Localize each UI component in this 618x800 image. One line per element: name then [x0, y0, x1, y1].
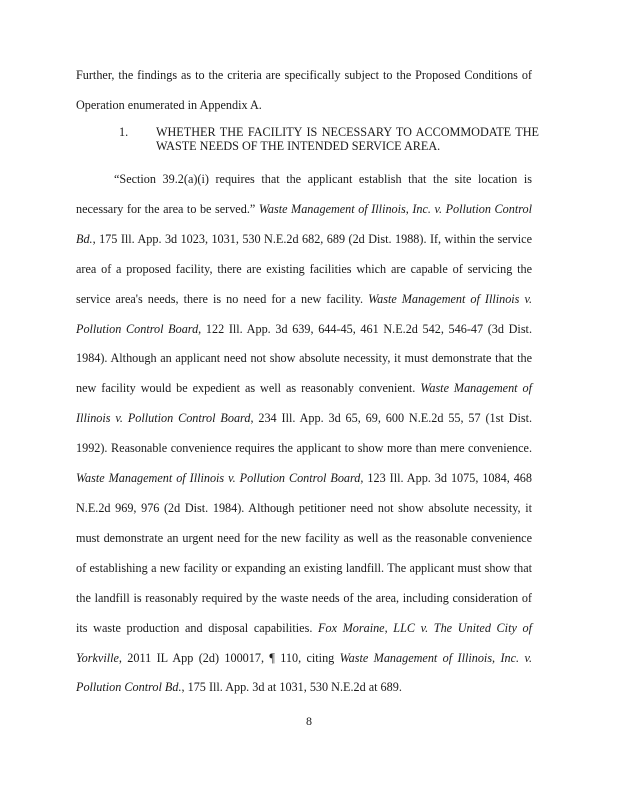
case-citation: Waste Management of Illinois v. Pollution Control Board	[76, 291, 532, 336]
body-text: , 2011 IL App (2d) 100017, ¶ 110, citing	[118, 650, 340, 665]
case-citation: Waste Management of Illinois, Inc. v. Pollution Control Bd.	[76, 201, 532, 246]
page-number: 8	[306, 714, 312, 728]
case-citation: Fox Moraine, LLC v. The United City of Yorkville	[76, 620, 532, 665]
body-text: , 122 Ill. App. 3d 639, 644-45, 461 N.E.2d 542, 546-47 (3d Dist. 1984). Although an applicant need not show absolute necessity, it must demonstrate that the new facility would be expedient as well as reasonably convenient.	[76, 321, 532, 396]
body-paragraph	[76, 165, 532, 703]
case-citation: Waste Management of Illinois v. Pollution Control Board	[76, 381, 532, 426]
intro-paragraph: Further, the findings as to the criteria are specifically subject to the Proposed Conditions of Operation enumerated in Appendix A.	[76, 68, 532, 112]
case-citation: Waste Management of Illinois v. Pollution Control Board	[76, 471, 361, 486]
body-text: , 175 Ill. App. 3d 1023, 1031, 530 N.E.2d 682, 689 (2d Dist. 1988). If, within the service area of a proposed facility, there are existing facilities which are capable of servicing the service area's needs, there is no need for a new facility.	[76, 231, 532, 306]
body-text: , 175 Ill. App. 3d at 1031, 530 N.E.2d at 689.	[181, 680, 402, 695]
body-text: “Section 39.2(a)(i) requires that the applicant establish that the site location is necessary for the area to be served.”	[76, 172, 532, 216]
body-text: , 123 Ill. App. 3d 1075, 1084, 468 N.E.2d 969, 976 (2d Dist. 1984). Although petitioner need not show absolute necessity, it must demonstrate an urgent need for the new facility as well as the reasonable convenience of establishing a new facility or expanding an existing landfill. The applicant must show that the landfill is reasonably required by the waste needs of the area, including consideration of its waste production and disposal capabilities.	[76, 471, 532, 635]
case-citation: Waste Management of Illinois, Inc. v. Pollution Control Bd.	[76, 650, 533, 695]
section-number: 1.	[119, 125, 129, 139]
section-heading-text: WHETHER THE FACILITY IS NECESSARY TO ACCOMMODATE THE WASTE NEEDS OF THE INTENDED SERVICE AREA.	[156, 125, 539, 153]
section-heading	[119, 125, 539, 153]
body-text: , 234 Ill. App. 3d 65, 69, 600 N.E.2d 55, 57 (1st Dist. 1992). Reasonable convenience requires the applicant to show more than mere convenience.	[76, 411, 533, 456]
